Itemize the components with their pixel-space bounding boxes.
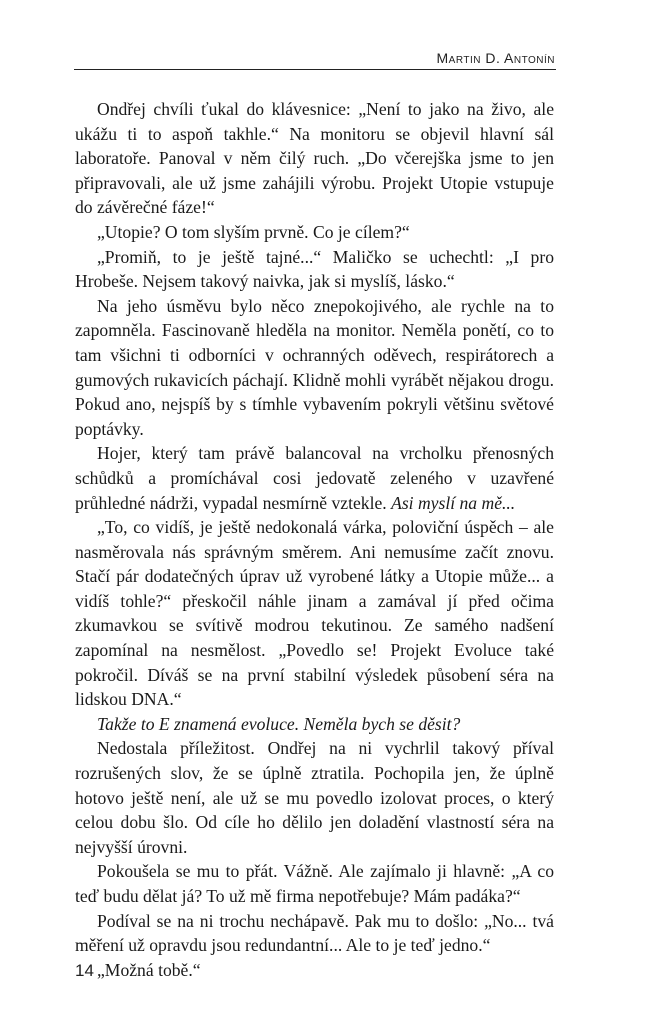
- paragraph-italic-thought: Asi myslí na mě...: [391, 492, 516, 513]
- paragraph: Nedostala příležitost. Ondřej na ni vychrlil takový příval rozrušených slov, že se úplně ztratila. Pochopila jen, že úplně hotovo ještě není, ale už se mu povedlo izolovat proces, o který celou dobu šlo. Od cíle ho dělilo jen doladění vlastností séra na nejvyšší úrovni.: [75, 738, 554, 857]
- running-head-author: Martin D. Antonín: [436, 50, 555, 66]
- paragraph: „Možná tobě.“: [97, 959, 201, 980]
- header-rule: [74, 69, 556, 70]
- paragraph: [75, 441, 554, 515]
- paragraph: Ondřej chvíli ťukal do klávesnice: „Není to jako na živo, ale ukážu ti to aspoň takhle.“ Na monitoru se objevil hlavní sál laboratoře. Panoval v něm čilý ruch. „Do včerejška jsme to jen připravovali, ale už jsme zahájili výrobu. Projekt Utopie vstupuje do závěrečné fáze!“: [75, 99, 554, 218]
- paragraph-text: Hojer, který tam právě balancoval na vrcholku přenosných schůdků a promíchával cosi jedovatě zeleného v uzavřené průhledné nádrži, vypadal nesmírně vztekle.: [75, 443, 554, 513]
- paragraph-italic-thought: Takže to E znamená evoluce. Neměla bych se děsit?: [97, 713, 461, 734]
- page-number: 14: [75, 961, 94, 980]
- paragraph: Na jeho úsměvu bylo něco znepokojivého, ale rychle na to zapomněla. Fascinovaně hleděla na monitor. Neměla ponětí, co to tam všichni ti odborníci v ochranných oděvech, respirátorech a gumových rukavicích páchají. Klidně mohli vyrábět nějakou drogu. Pokud ano, nejspíš by s tímhle vybavením pokryli většinu světové poptávky.: [75, 295, 554, 439]
- paragraph: Pokoušela se mu to přát. Vážně. Ale zajímalo ji hlavně: „A co teď budu dělat já? To už mě firma nepotřebuje? Mám padáka?“: [75, 861, 554, 906]
- paragraph: „Promiň, to je ještě tajné...“ Maličko se uchechtl: „I pro Hrobeše. Nejsem takový naivka, jak si myslíš, lásko.“: [75, 246, 554, 292]
- body-text: [75, 97, 554, 982]
- paragraph: Podíval se na ni trochu nechápavě. Pak mu to došlo: „No... tvá měření už opravdu jsou redundantní... Ale to je teď jedno.“: [75, 910, 554, 956]
- paragraph: „Utopie? O tom slyším prvně. Co je cílem?“: [97, 221, 410, 242]
- paragraph: „To, co vidíš, je ještě nedokonalá várka, poloviční úspěch – ale nasměrovala nás správným směrem. Ani nemusíme začít znovu. Stačí pár dodatečných úprav už vyrobené látky a Utopie může... a vidíš tohle?“ přeskočil náhle jinam a zamával jí před očima zkumavkou se svítivě modrou tekutinou. Ze samého nadšení zapomínal na nesmělost. „Povedlo se! Projekt Evoluce také pokročil. Díváš se na první stabilní výsledek působení séra na lidskou DNA.“: [75, 517, 554, 710]
